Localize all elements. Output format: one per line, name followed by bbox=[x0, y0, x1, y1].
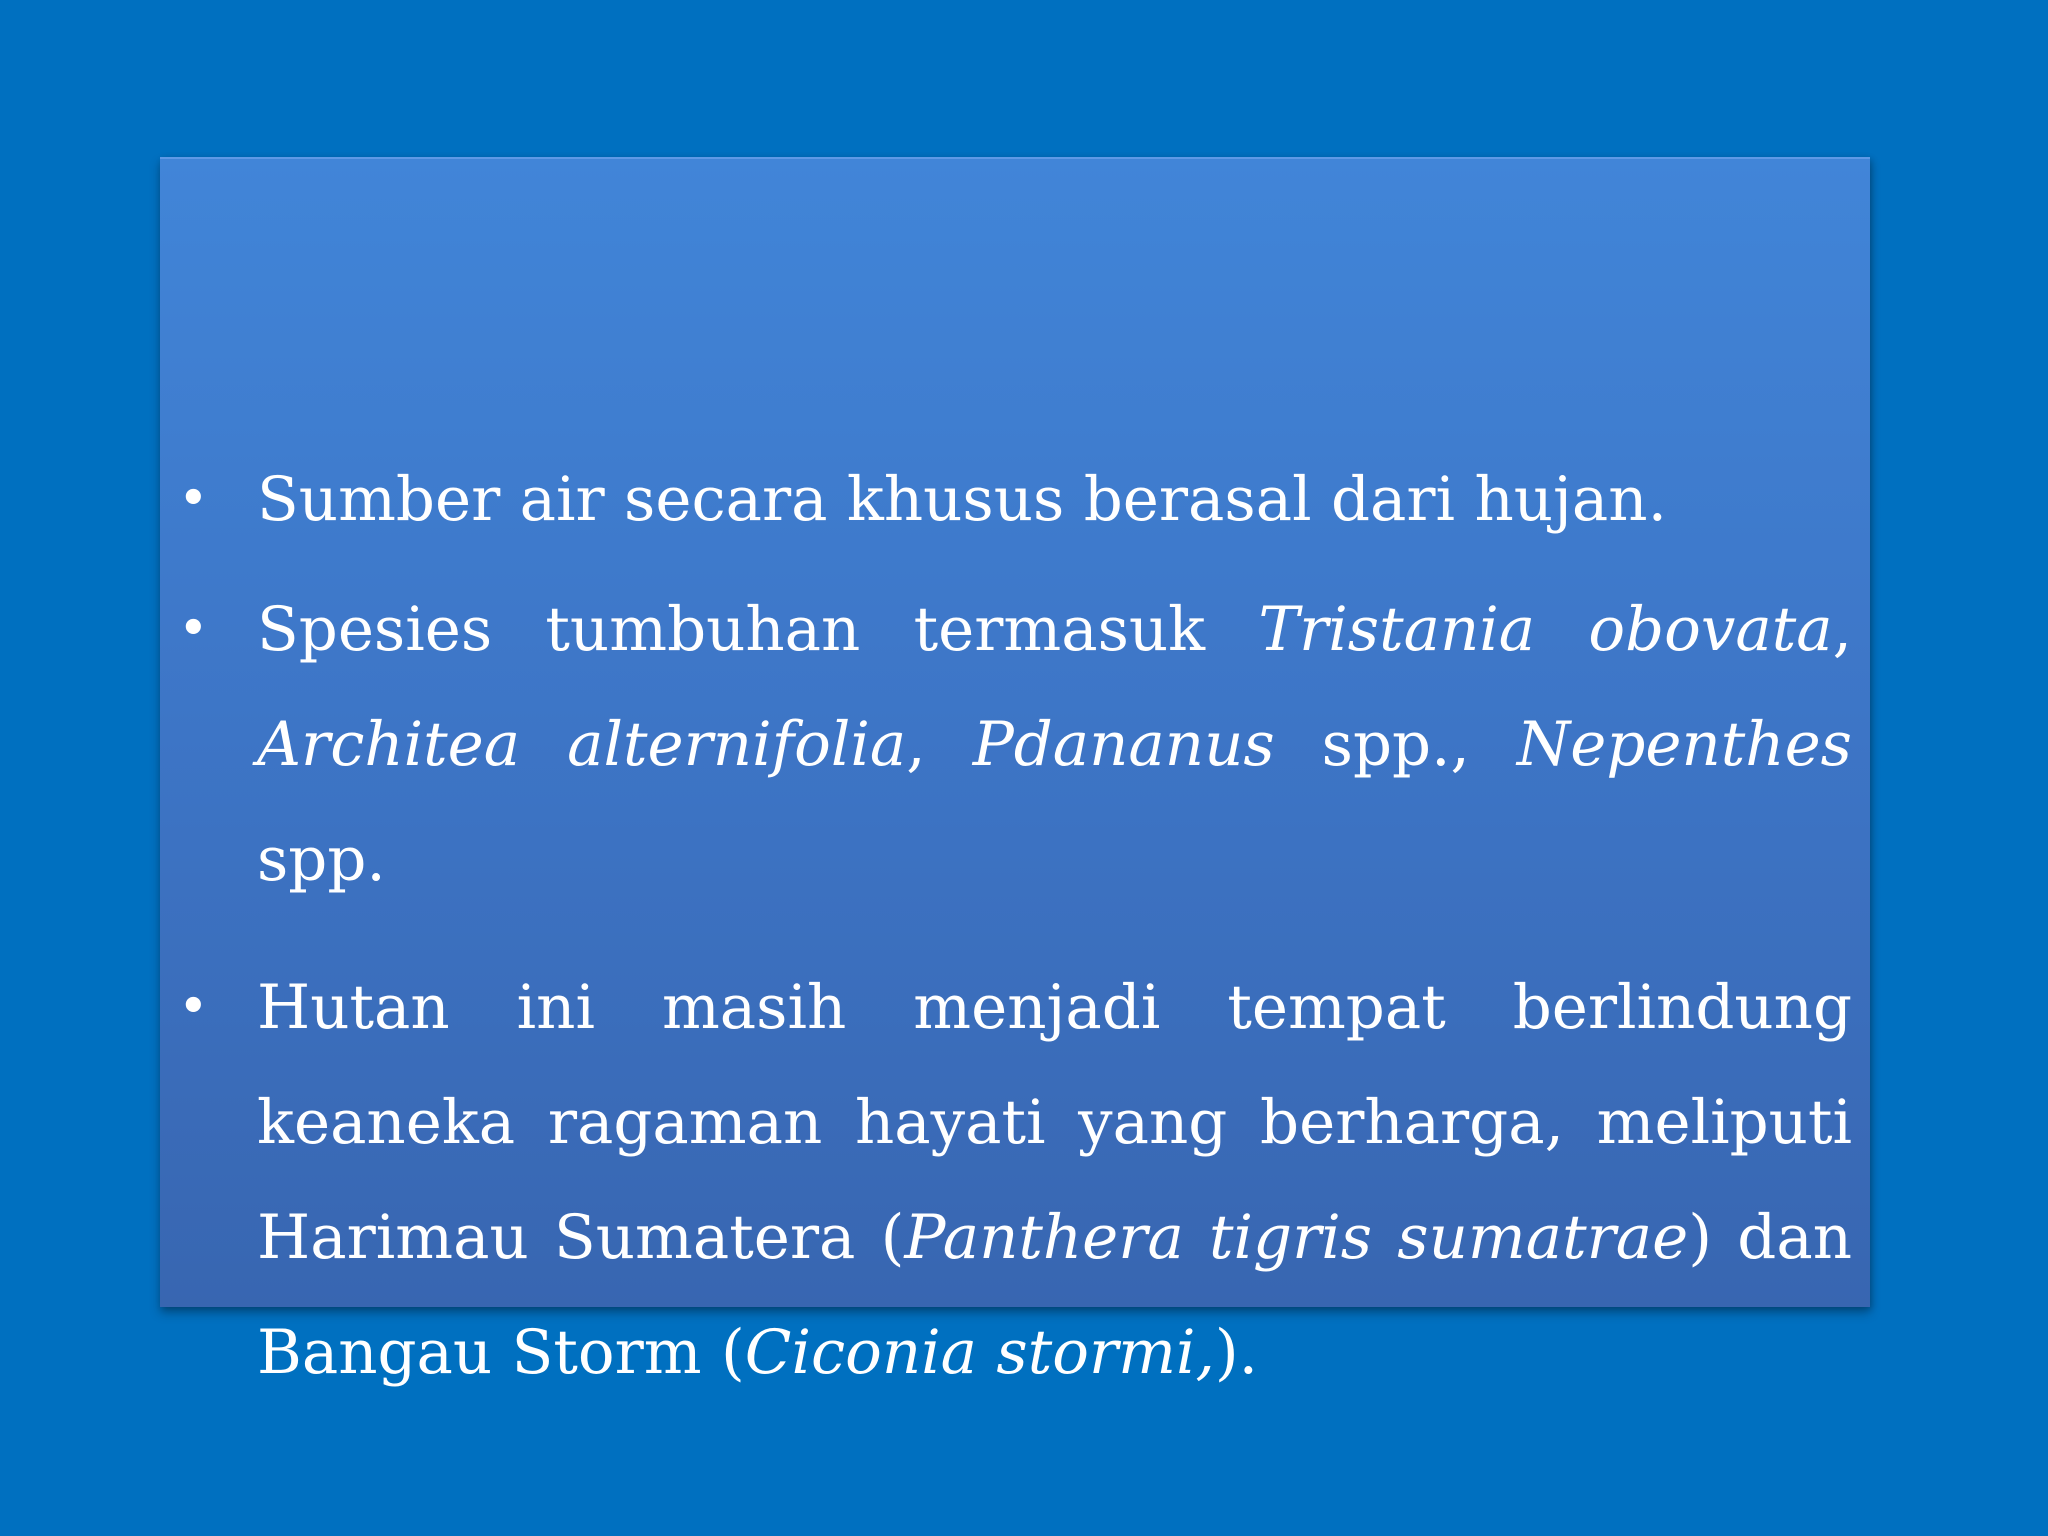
bullet-marker: • bbox=[178, 469, 209, 529]
text-segment: ). bbox=[1214, 1317, 1259, 1388]
species-name: Ciconia stormi, bbox=[744, 1317, 1215, 1388]
text-segment: spp. bbox=[257, 824, 386, 895]
bullet-text bbox=[257, 442, 1852, 557]
species-name: Pdananus bbox=[972, 709, 1275, 780]
bullet-marker: • bbox=[178, 977, 209, 1037]
text-segment: Sumber air secara khusus berasal dari hujan. bbox=[257, 464, 1667, 535]
species-name: Nepenthes bbox=[1516, 709, 1852, 780]
species-name: Panthera tigris sumatrae bbox=[904, 1202, 1689, 1273]
species-name: Tristania obovata bbox=[1258, 594, 1833, 665]
text-segment: ) dan Bangau Storm ( bbox=[257, 1202, 1852, 1388]
bullet-text bbox=[257, 950, 1852, 1410]
text-segment: Hutan ini masih menjadi tempat berlindung keaneka ragaman hayati yang berharga, meliputi Harimau Sumatera ( bbox=[257, 972, 1852, 1273]
text-segment: spp., bbox=[1274, 709, 1517, 780]
species-name: Architea alternifolia bbox=[257, 709, 907, 780]
bullet-marker: • bbox=[178, 599, 209, 659]
content-box bbox=[160, 157, 1870, 1388]
text-segment: , bbox=[1832, 594, 1852, 665]
bullet-text bbox=[257, 572, 1852, 917]
text-segment: , bbox=[906, 709, 973, 780]
text-segment: Spesies tumbuhan termasuk bbox=[257, 594, 1259, 665]
